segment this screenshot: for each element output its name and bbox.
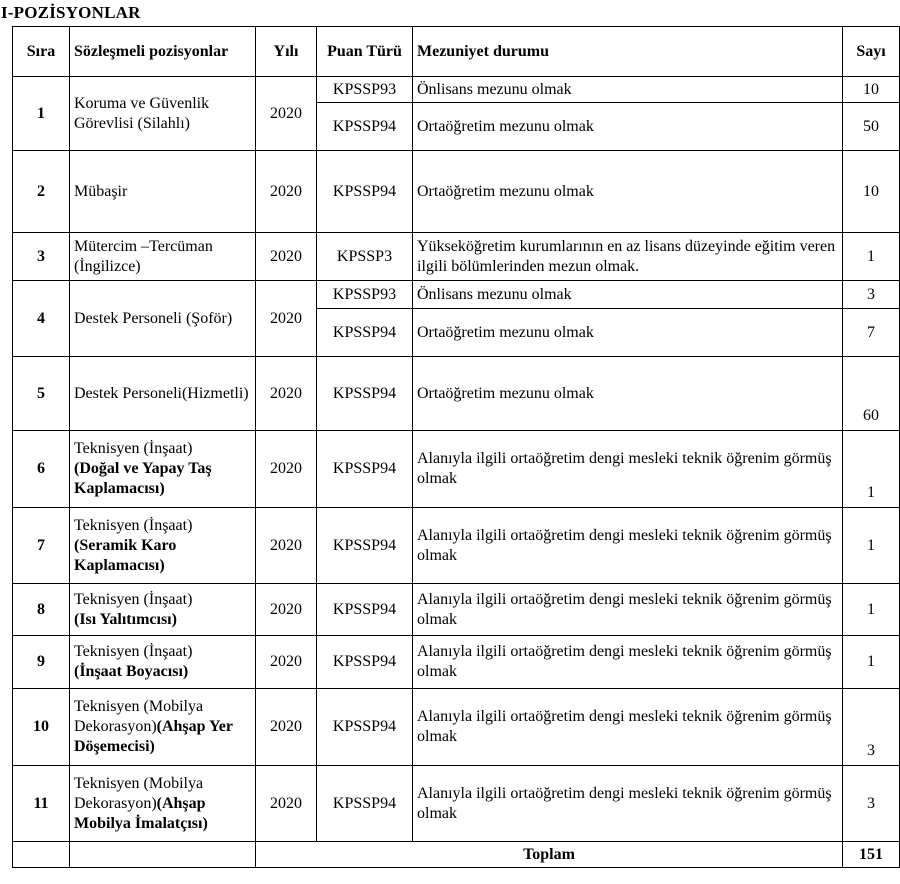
cell-pozisyon: Koruma ve Güvenlik Görevlisi (Silahlı) <box>70 77 256 151</box>
cell-yil: 2020 <box>256 689 317 766</box>
table-row <box>13 636 900 689</box>
cell-sira: 6 <box>13 431 70 508</box>
cell-pozisyon: Destek Personeli (Şoför) <box>70 281 256 357</box>
cell-yil: 2020 <box>256 151 317 233</box>
cell-puan: KPSSP93 <box>317 281 413 309</box>
pozisyon-prefix: Teknisyen (İnşaat) <box>74 516 193 534</box>
table-row <box>13 151 900 233</box>
cell-sayi: 3 <box>843 281 900 309</box>
header-row <box>13 27 900 77</box>
table-row <box>13 357 900 431</box>
cell-sira: 9 <box>13 636 70 689</box>
cell-mezuniyet: Alanıyla ilgili ortaöğretim dengi mesleki teknik öğrenim görmüş olmak <box>413 508 843 584</box>
cell-yil: 2020 <box>256 766 317 842</box>
pozisyon-specialty: (Seramik Karo Kaplamacısı) <box>74 536 177 574</box>
cell-pozisyon <box>70 766 256 842</box>
total-row <box>13 842 900 868</box>
cell-sayi: 1 <box>843 431 900 508</box>
pozisyon-specialty: (Doğal ve Yapay Taş Kaplamacısı) <box>74 460 212 497</box>
pozisyon-prefix: Teknisyen (Mobilya Dekorasyon) <box>74 698 204 735</box>
cell-yil: 2020 <box>256 508 317 584</box>
cell-pozisyon: Mütercim –Tercüman (İngilizce) <box>70 233 256 281</box>
cell-sira: 2 <box>13 151 70 233</box>
cell-yil: 2020 <box>256 233 317 281</box>
total-empty-cell <box>70 842 256 868</box>
cell-sayi: 1 <box>843 508 900 584</box>
cell-pozisyon <box>70 508 256 584</box>
cell-puan: KPSSP94 <box>317 103 413 151</box>
cell-puan: KPSSP94 <box>317 151 413 233</box>
cell-puan: KPSSP94 <box>317 766 413 842</box>
cell-puan: KPSSP94 <box>317 431 413 508</box>
pozisyon-specialty: (Ahşap Mobilya İmalatçısı) <box>74 794 208 832</box>
cell-sira: 10 <box>13 689 70 766</box>
cell-sira: 3 <box>13 233 70 281</box>
pozisyon-prefix: Teknisyen (İnşaat) <box>74 643 193 660</box>
cell-sayi: 7 <box>843 309 900 357</box>
table-row <box>13 431 900 508</box>
cell-pozisyon <box>70 689 256 766</box>
total-empty-cell <box>13 842 70 868</box>
table-row <box>13 689 900 766</box>
cell-yil: 2020 <box>256 584 317 636</box>
cell-sayi: 10 <box>843 151 900 233</box>
cell-sira: 7 <box>13 508 70 584</box>
cell-puan: KPSSP94 <box>317 357 413 431</box>
cell-sayi: 60 <box>843 357 900 431</box>
cell-sira: 5 <box>13 357 70 431</box>
cell-puan: KPSSP94 <box>317 584 413 636</box>
pozisyon-specialty: (Isı Yalıtımcısı) <box>74 610 177 628</box>
header-sayi: Sayı <box>843 27 900 77</box>
cell-puan: KPSSP3 <box>317 233 413 281</box>
cell-yil: 2020 <box>256 281 317 357</box>
cell-mezuniyet: Alanıyla ilgili ortaöğretim dengi mesleki teknik öğrenim görmüş olmak <box>413 584 843 636</box>
header-mezuniyet: Mezuniyet durumu <box>413 27 843 77</box>
cell-mezuniyet: Ortaöğretim mezunu olmak <box>413 309 843 357</box>
cell-yil: 2020 <box>256 431 317 508</box>
table-row <box>13 508 900 584</box>
pozisyon-specialty: (Ahşap Yer Döşemecisi) <box>74 718 233 755</box>
table-row <box>13 233 900 281</box>
header-sira: Sıra <box>13 27 70 77</box>
cell-pozisyon <box>70 431 256 508</box>
page-title: I-POZİSYONLAR <box>1 3 141 22</box>
cell-sayi: 50 <box>843 103 900 151</box>
cell-sira: 8 <box>13 584 70 636</box>
cell-mezuniyet: Ortaöğretim mezunu olmak <box>413 151 843 233</box>
cell-mezuniyet: Alanıyla ilgili ortaöğretim dengi mesleki teknik öğrenim görmüş olmak <box>413 689 843 766</box>
cell-pozisyon <box>70 584 256 636</box>
cell-mezuniyet: Ortaöğretim mezunu olmak <box>413 357 843 431</box>
cell-mezuniyet: Alanıyla ilgili ortaöğretim dengi mesleki teknik öğrenim görmüş olmak <box>413 431 843 508</box>
cell-puan: KPSSP93 <box>317 77 413 103</box>
cell-mezuniyet: Önlisans mezunu olmak <box>413 281 843 309</box>
cell-mezuniyet: Alanıyla ilgili ortaöğretim dengi mesleki teknik öğrenim görmüş olmak <box>413 636 843 689</box>
cell-mezuniyet: Ortaöğretim mezunu olmak <box>413 103 843 151</box>
total-value: 151 <box>843 842 900 868</box>
header-pozisyon: Sözleşmeli pozisyonlar <box>70 27 256 77</box>
cell-sayi: 3 <box>843 766 900 842</box>
cell-mezuniyet: Önlisans mezunu olmak <box>413 77 843 103</box>
positions-table <box>12 26 900 868</box>
cell-pozisyon <box>70 636 256 689</box>
cell-sira: 1 <box>13 77 70 151</box>
cell-puan: KPSSP94 <box>317 309 413 357</box>
table-row <box>13 584 900 636</box>
cell-pozisyon: Destek Personeli(Hizmetli) <box>70 357 256 431</box>
cell-puan: KPSSP94 <box>317 508 413 584</box>
pozisyon-prefix: Teknisyen (İnşaat) <box>74 590 193 608</box>
cell-mezuniyet: Yükseköğretim kurumlarının en az lisans düzeyinde eğitim veren ilgili bölümlerinden mezun olmak. <box>413 233 843 281</box>
table-row <box>13 77 900 103</box>
cell-puan: KPSSP94 <box>317 636 413 689</box>
cell-sayi: 1 <box>843 636 900 689</box>
cell-puan: KPSSP94 <box>317 689 413 766</box>
header-puan: Puan Türü <box>317 27 413 77</box>
cell-mezuniyet: Alanıyla ilgili ortaöğretim dengi mesleki teknik öğrenim görmüş olmak <box>413 766 843 842</box>
table-row <box>13 281 900 309</box>
cell-yil: 2020 <box>256 357 317 431</box>
cell-sayi: 1 <box>843 233 900 281</box>
table-row <box>13 766 900 842</box>
header-yil: Yılı <box>256 27 317 77</box>
pozisyon-prefix: Teknisyen (İnşaat) <box>74 440 193 457</box>
cell-sira: 11 <box>13 766 70 842</box>
pozisyon-specialty: (İnşaat Boyacısı) <box>74 663 189 680</box>
cell-pozisyon: Mübaşir <box>70 151 256 233</box>
cell-yil: 2020 <box>256 77 317 151</box>
pozisyon-prefix: Teknisyen (Mobilya Dekorasyon) <box>74 774 204 812</box>
cell-yil: 2020 <box>256 636 317 689</box>
cell-sayi: 1 <box>843 584 900 636</box>
cell-sayi: 10 <box>843 77 900 103</box>
cell-sayi: 3 <box>843 689 900 766</box>
cell-sira: 4 <box>13 281 70 357</box>
total-label: Toplam <box>256 842 843 868</box>
